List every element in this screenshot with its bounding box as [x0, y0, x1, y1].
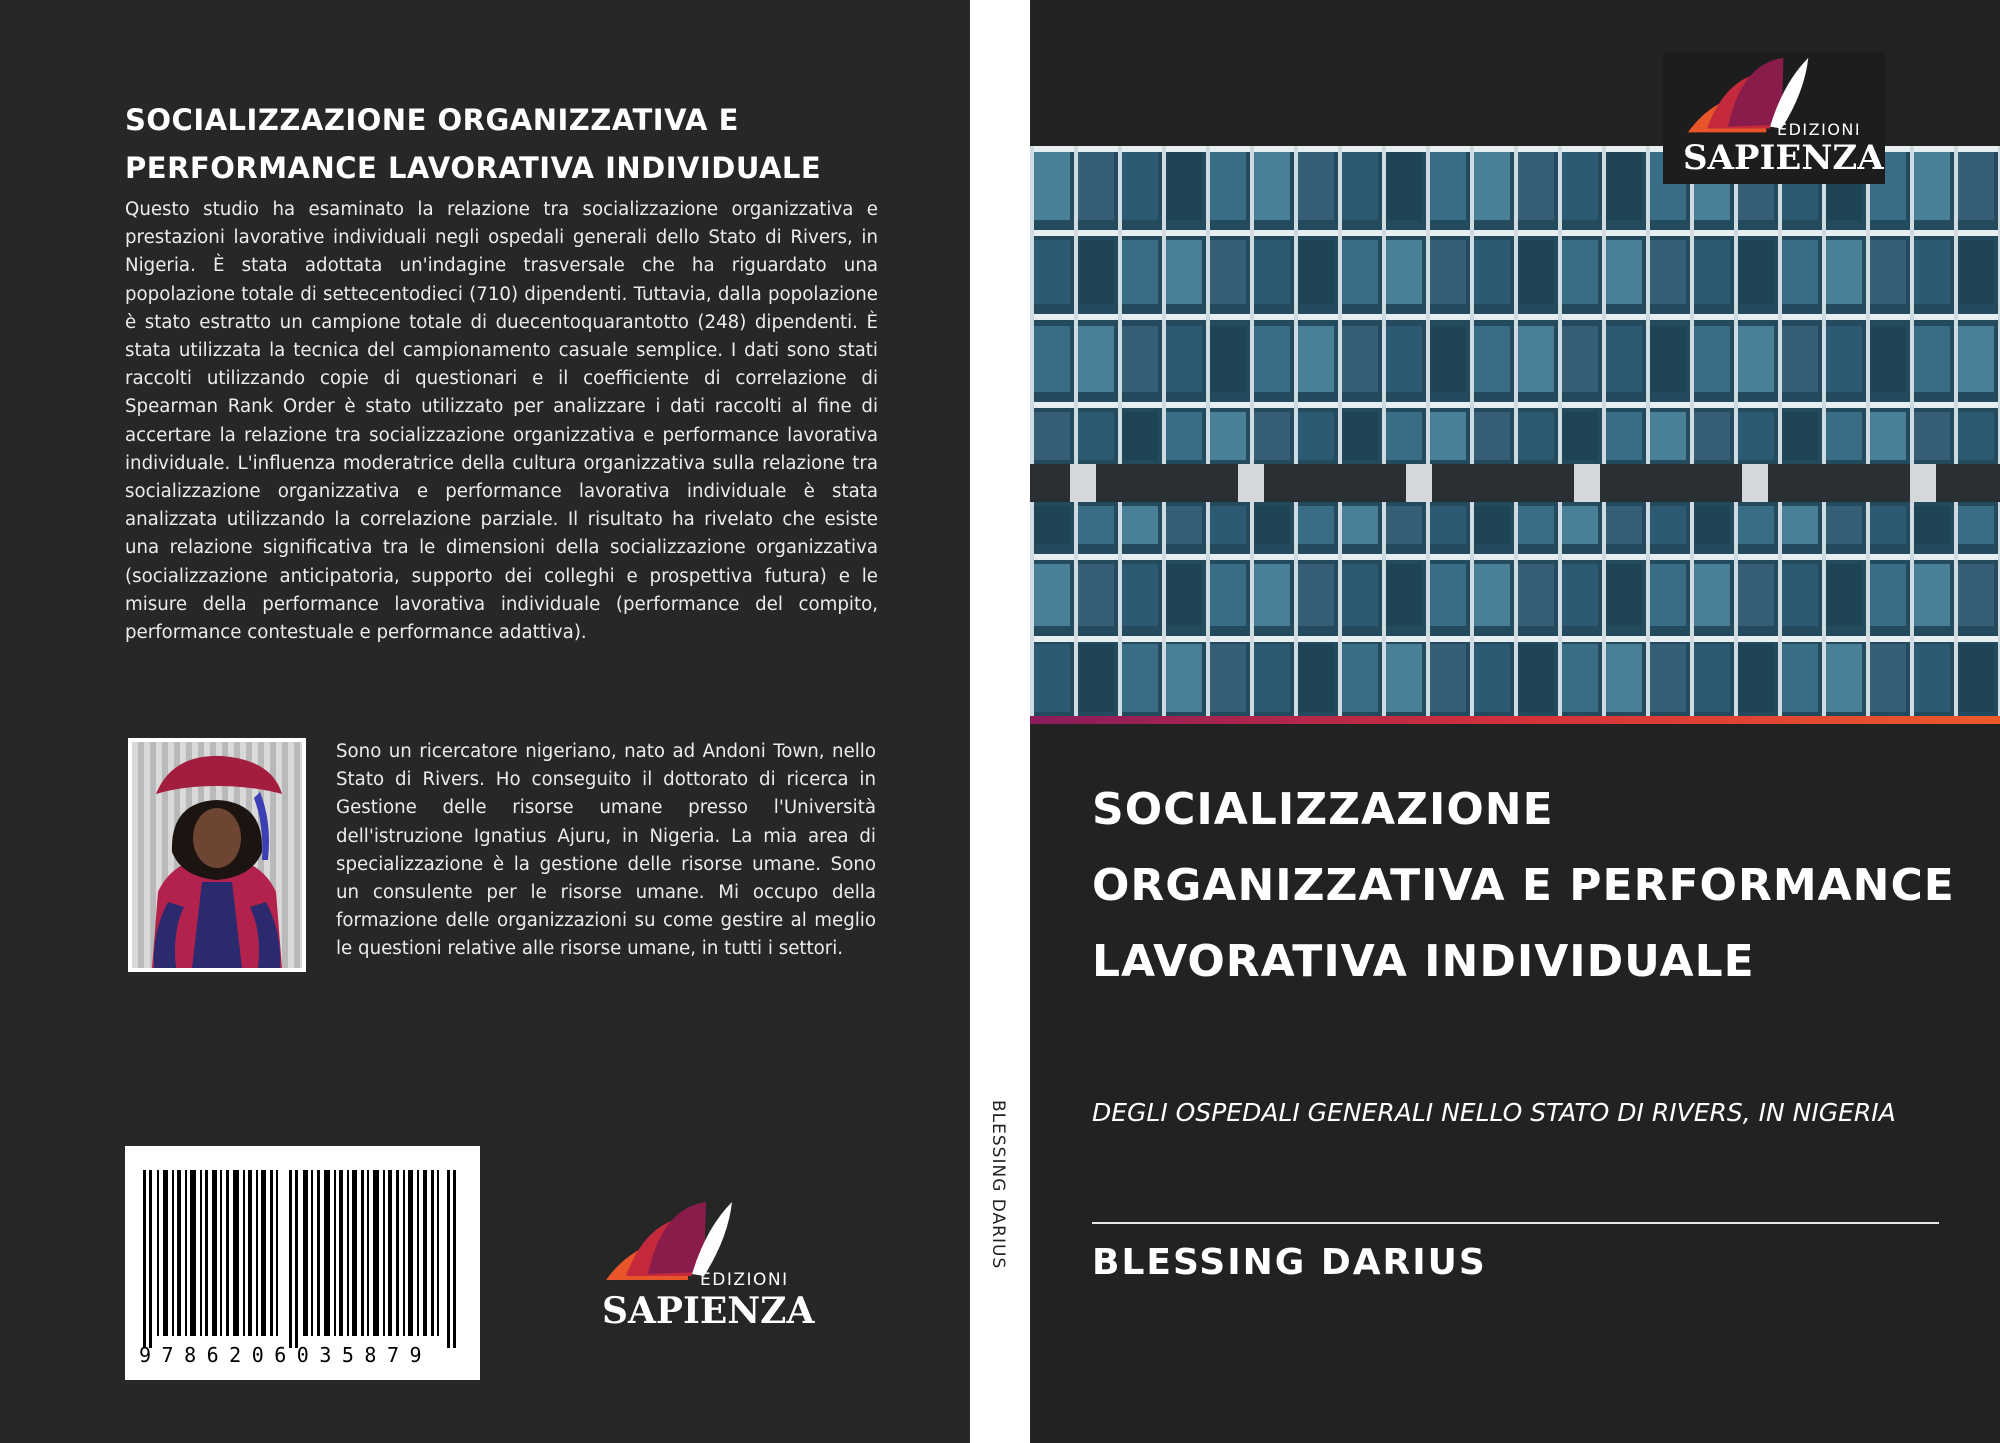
front-cover-title: SOCIALIZZAZIONE ORGANIZZATIVA E PERFORMANCE LAVORATIVA INDIVIDUALE — [1092, 784, 1955, 987]
publisher-line2: SAPIENZA — [602, 1290, 815, 1332]
back-cover-title: SOCIALIZZAZIONE ORGANIZZATIVA E PERFORMANCE LAVORATIVA INDIVIDUALE — [125, 103, 822, 185]
building-photo — [1030, 146, 2000, 716]
abstract-text: Questo studio ha esaminato la relazione tra socializzazione organizzativa e prestazioni lavorative individuali negli ospedali generali dello Stato di Rivers, in Nigeria. È stata adottata un'indagine trasversale che ha riguardato una popolazione totale di settecentodieci (710) dipendenti. Tuttavia, dalla popolazione è stato estratto un campione totale di duecentoquarantotto (248) dipendenti. È stata utilizzata la tecnica del campionamento casuale semplice. I dati sono stati raccolti utilizzando copie di questionari e il coefficiente di correlazione di Spearman Rank Order è stato utilizzato per analizzare i dati raccolti al fine di accertare la relazione tra socializzazione organizzativa e performance lavorativa individuale. L'influenza moderatrice della cultura organizzativa sulla relazione tra socializzazione organizzativa e performance lavorativa individuale è stata analizzata utilizzando la correlazione parziale. Il risultato ha rivelato che esiste una relazione significativa tra le dimensioni della socializzazione organizzativa (socializzazione anticipatoria, supporto dei colleghi e prospettiva futura) e le misure della performance lavorativa individuale (performance del compito, performance contestuale e performance adattiva). — [125, 199, 878, 644]
front-cover-author: BLESSING DARIUS — [1092, 1242, 1487, 1283]
author-photo — [128, 738, 306, 972]
front-cover-subtitle: DEGLI OSPEDALI GENERALI NELLO STATO DI RIVERS, IN NIGERIA — [1092, 1098, 1896, 1127]
isbn-barcode — [125, 1146, 480, 1380]
publisher-line1: EDIZIONI — [700, 1270, 789, 1290]
title-divider — [1092, 1222, 1939, 1224]
publisher-logo-back — [592, 1196, 815, 1338]
publisher-line1: EDIZIONI — [1777, 120, 1862, 139]
barcode-digits: 9786206035879 — [139, 1343, 433, 1367]
publisher-line2: SAPIENZA — [1683, 138, 1884, 178]
author-bio: Sono un ricercatore nigeriano, nato ad Andoni Town, nello Stato di Rivers. Ho conseguito il dottorato di ricerca in Gestione delle risorse umane presso l'Università dell'istruzione Ignatius Ajuru, in Nigeria. La mia area di specializzazione è la gestione delle risorse umane. Sono un consulente per le risorse umane. Mi occupo della formazione delle organizzazioni su come gestire al meglio le questioni relative alle risorse umane, in tutti i settori. — [336, 741, 876, 960]
accent-stripe — [1030, 716, 2000, 724]
publisher-logo-front — [1663, 52, 1885, 184]
spine-author: BLESSING DARIUS — [988, 1100, 1008, 1270]
